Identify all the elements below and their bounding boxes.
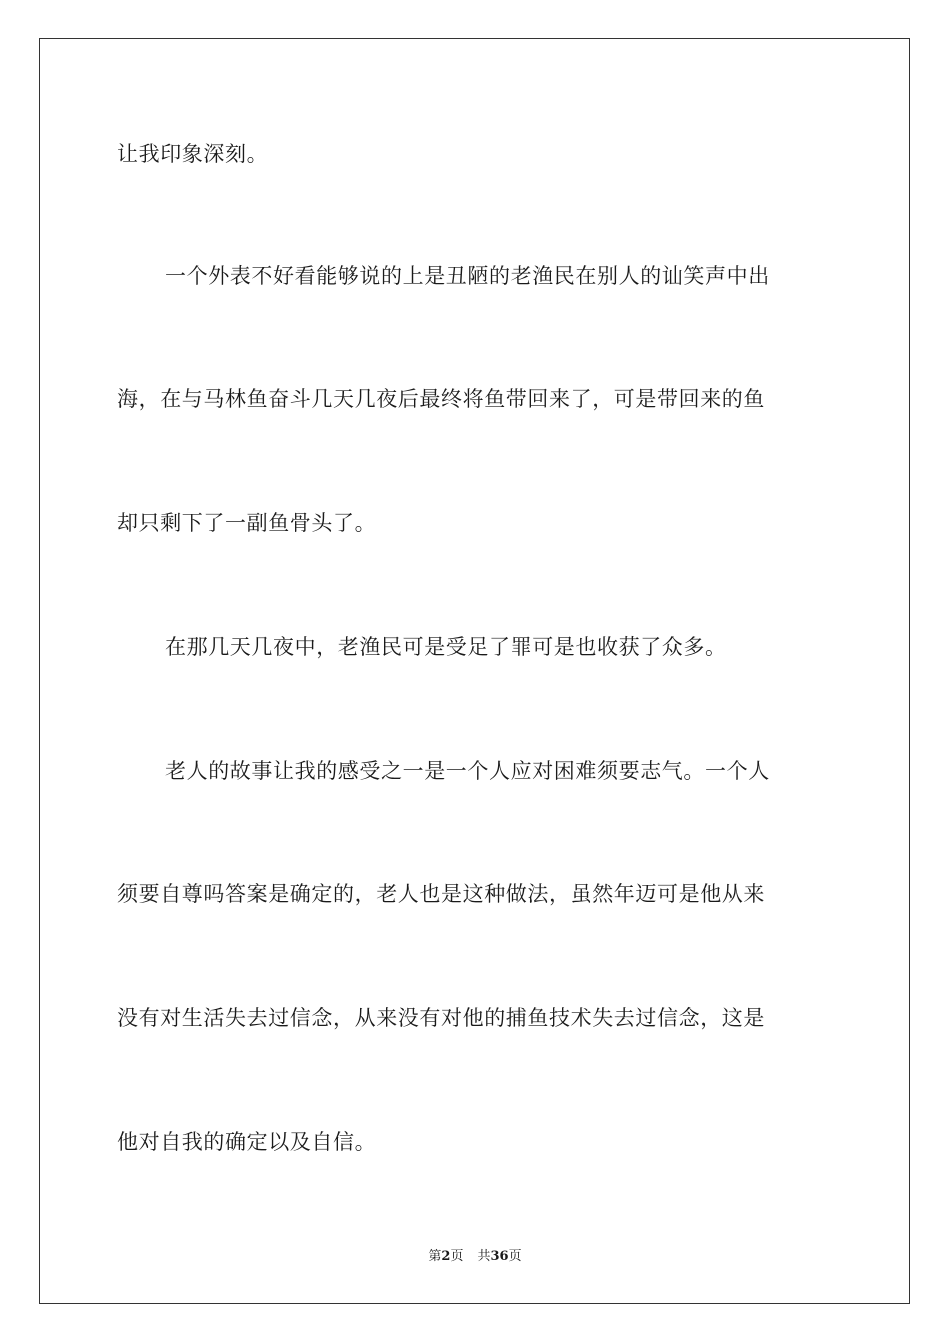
text-line-5: 在那几天几夜中，老渔民可是受足了罪可是也收获了众多。: [165, 635, 727, 659]
text-line-7: 须要自尊吗答案是确定的，老人也是这种做法，虽然年迈可是他从来: [117, 882, 765, 906]
text-line-8: 没有对生活失去过信念，从来没有对他的捕鱼技术失去过信念，这是: [117, 1006, 765, 1030]
total-prefix: 共: [477, 1249, 491, 1264]
text-line-1: 让我印象深刻。: [117, 142, 269, 166]
total-suffix: 页: [508, 1249, 522, 1264]
text-line-6: 老人的故事让我的感受之一是一个人应对困难须要志气。一个人: [165, 759, 770, 783]
text-line-2: 一个外表不好看能够说的上是丑陋的老渔民在别人的讪笑声中出: [165, 264, 770, 288]
page-suffix: 页: [450, 1249, 464, 1264]
page-number: 2: [441, 1249, 451, 1264]
text-line-9: 他对自我的确定以及自信。: [117, 1130, 377, 1154]
page-prefix: 第: [428, 1249, 442, 1264]
page-footer: [0, 1248, 950, 1266]
page-border: [39, 38, 910, 1304]
total-pages: 36: [490, 1249, 509, 1264]
text-line-4: 却只剩下了一副鱼骨头了。: [117, 511, 377, 535]
text-line-3: 海，在与马林鱼奋斗几天几夜后最终将鱼带回来了，可是带回来的鱼: [117, 387, 765, 411]
